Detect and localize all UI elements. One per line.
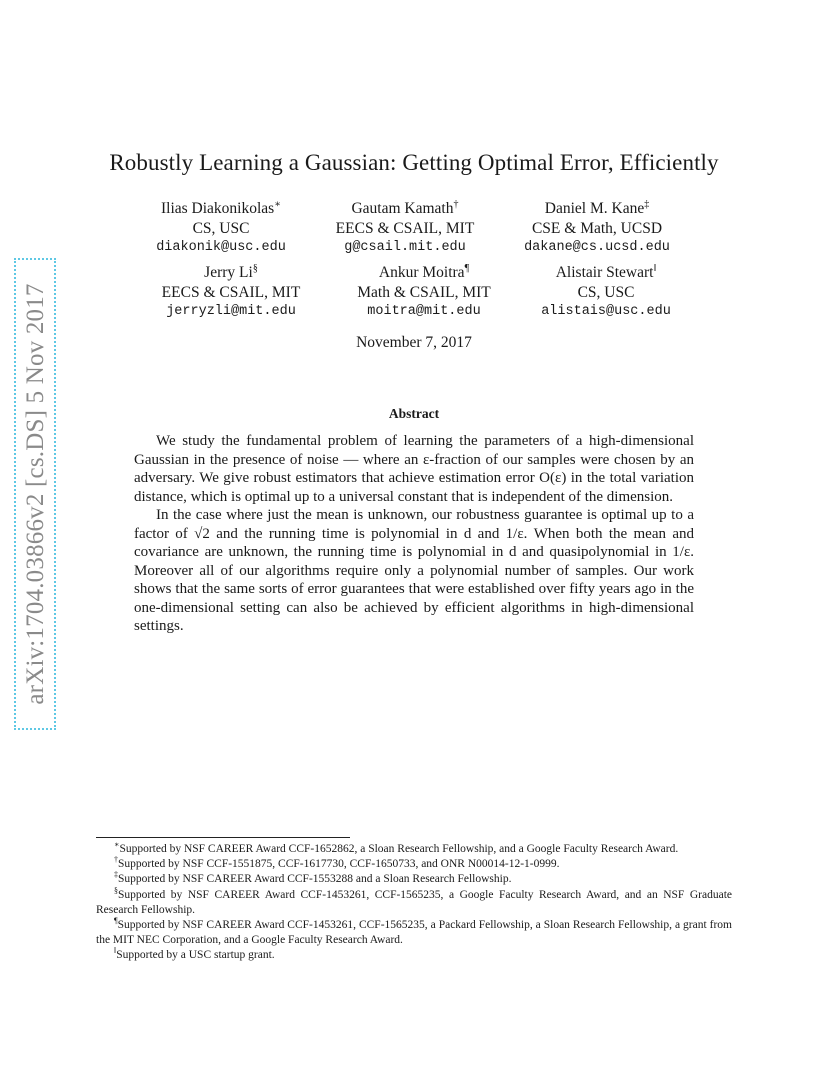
author-block bbox=[295, 199, 515, 258]
author-name: Alistair Stewart bbox=[555, 264, 654, 281]
footnote-text: Supported by NSF CAREER Award CCF-1652862, a Sloan Research Fellowship, and a Google Faculty Research Award. bbox=[119, 843, 679, 855]
footnote-mark: § bbox=[114, 885, 118, 895]
author-affiliation: EECS & CSAIL, MIT bbox=[161, 283, 301, 301]
author-name: Ilias Diakonikolas bbox=[160, 200, 275, 217]
author-email[interactable]: jerryzli@mit.edu bbox=[166, 304, 296, 319]
author-email[interactable]: diakonik@usc.edu bbox=[156, 240, 286, 255]
author-block bbox=[487, 199, 707, 258]
author-footnote-mark: ∗ bbox=[274, 198, 281, 210]
arxiv-identifier: arXiv:1704.03866v2 [cs.DS] 5 Nov 2017 bbox=[22, 283, 49, 705]
author-block bbox=[121, 263, 341, 322]
author-name: Jerry Li bbox=[204, 264, 253, 281]
abstract-paragraph: In the case where just the mean is unknown, our robustness guarantee is optimal up to a factor of √2 and the running time is polynomial in d and 1/ε. When both the mean and covariance are unknown, the running time is polynomial in d and quasipolynomial in 1/ε. Moreover all of our algorithms require only a polynomial number of samples. Our work shows that the same sorts of error guarantees that were established over fifty years ago in the one-dimensional setting can also be achieved by efficient algorithms in high-dimensional settings. bbox=[134, 507, 694, 634]
footnote-divider bbox=[96, 837, 350, 838]
abstract-heading: Abstract bbox=[388, 406, 440, 421]
author-footnote-mark: § bbox=[252, 262, 258, 274]
author-email[interactable]: g@csail.mit.edu bbox=[344, 240, 466, 255]
author-footnote-mark: ‖ bbox=[653, 262, 657, 274]
footnote-text: Supported by a USC startup grant. bbox=[116, 949, 275, 962]
author-name: Daniel M. Kane bbox=[544, 200, 645, 217]
footnotes bbox=[96, 842, 732, 964]
author-footnote-mark: ‡ bbox=[644, 198, 650, 210]
footnote-text: Supported by NSF CAREER Award CCF-1453261, CCF-1565235, a Packard Fellowship, a Sloan Research Fellowship, a grant from the MIT NEC Corporation, and a Google Faculty Research Award. bbox=[96, 919, 732, 947]
footnote bbox=[96, 885, 732, 918]
footnote-mark: ¶ bbox=[114, 916, 118, 926]
author-footnote-mark: † bbox=[453, 198, 459, 210]
footnote bbox=[96, 842, 732, 857]
author-affiliation: Math & CSAIL, MIT bbox=[357, 283, 491, 301]
footnote-text: Supported by NSF CAREER Award CCF-1553288 and a Sloan Research Fellowship. bbox=[118, 873, 512, 886]
abstract-body bbox=[134, 432, 694, 636]
footnote bbox=[96, 872, 732, 887]
author-email[interactable]: moitra@mit.edu bbox=[367, 304, 481, 319]
footnote bbox=[96, 918, 732, 948]
footnote bbox=[96, 948, 732, 963]
author-affiliation: CSE & Math, UCSD bbox=[531, 219, 663, 237]
author-affiliation: CS, USC bbox=[192, 219, 250, 237]
footnote-text: Supported by NSF CAREER Award CCF-1453261, CCF-1565235, a Google Faculty Research Award, and an NSF Graduate Research Fellowship. bbox=[96, 888, 732, 916]
footnote bbox=[96, 857, 732, 872]
footnote-text: Supported by NSF CCF-1551875, CCF-1617730, CCF-1650733, and ONR N00014-12-1-0999. bbox=[118, 858, 560, 871]
author-affiliation: EECS & CSAIL, MIT bbox=[335, 219, 475, 237]
abstract-paragraph: We study the fundamental problem of learning the parameters of a high-dimensional Gaussian in the presence of noise — where an ε-fraction of our samples were chosen by an adversary. We give robust estimators that achieve estimation error O(ε) in the total variation distance, which is optimal up to a universal constant that is independent of the dimension. bbox=[134, 433, 694, 505]
footnote-mark: † bbox=[114, 855, 118, 865]
author-name: Ankur Moitra bbox=[378, 264, 465, 281]
author-affiliation: CS, USC bbox=[577, 283, 635, 301]
author-name: Gautam Kamath bbox=[351, 200, 454, 217]
paper-title: Robustly Learning a Gaussian: Getting Optimal Error, Efficiently bbox=[109, 150, 719, 175]
author-email[interactable]: alistais@usc.edu bbox=[541, 304, 671, 319]
author-email[interactable]: dakane@cs.ucsd.edu bbox=[524, 240, 670, 255]
footnote-mark: ‖ bbox=[114, 946, 117, 956]
footnote-mark: ∗ bbox=[114, 840, 120, 850]
publication-date: November 7, 2017 bbox=[356, 334, 472, 351]
author-footnote-mark: ¶ bbox=[464, 262, 470, 274]
footnote-mark: ‡ bbox=[114, 870, 118, 880]
author-block bbox=[496, 263, 716, 322]
